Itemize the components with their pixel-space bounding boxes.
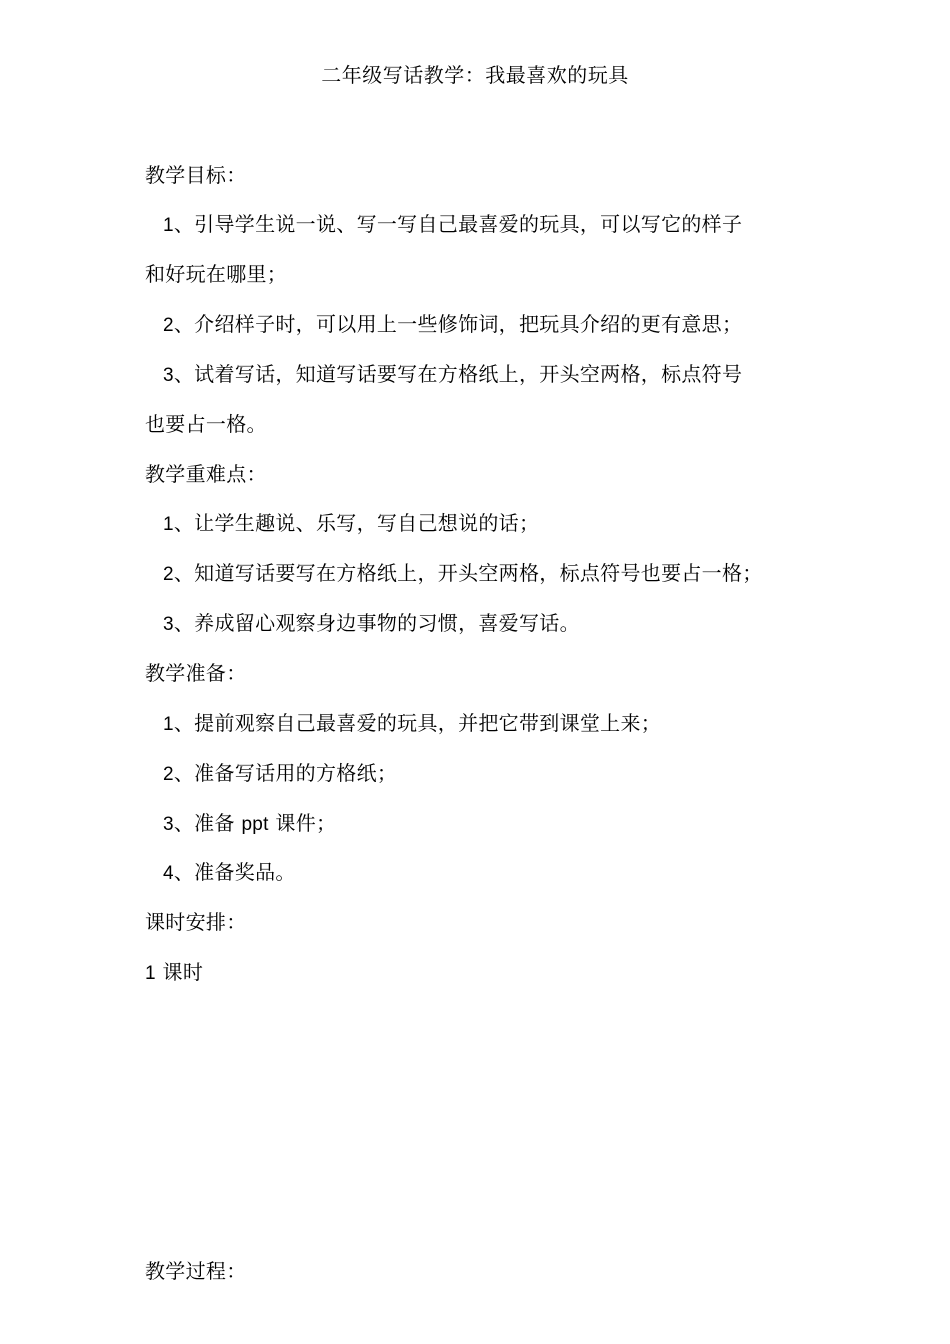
preparation-item-1-number: 1 xyxy=(163,714,174,735)
preparation-heading: 教学准备： xyxy=(145,661,247,685)
preparation-item-3 xyxy=(163,808,843,840)
preparation-item-2-number: 2 xyxy=(163,764,174,785)
key-point-item-2 xyxy=(163,558,843,590)
preparation-item-3-text-before: 、准备 xyxy=(173,811,242,835)
objectives-heading: 教学目标： xyxy=(145,163,247,187)
objective-item-1 xyxy=(163,209,843,241)
key-point-item-3-number: 3 xyxy=(163,614,174,635)
key-point-item-2-text: 、知道写话要写在方格纸上，开头空两格，标点符号也要占一格； xyxy=(173,561,763,585)
preparation-item-3-text-after: 课件； xyxy=(268,811,337,835)
document-title: 二年级写话教学：我最喜欢的玩具 xyxy=(321,63,629,87)
objective-item-3-text: 、试着写话，知道写话要写在方格纸上，开头空两格，标点符号 xyxy=(173,362,743,386)
schedule-value xyxy=(145,957,825,989)
objective-item-3-number: 3 xyxy=(163,365,174,386)
preparation-item-3-ppt: ppt xyxy=(241,814,269,835)
preparation-item-4-text: 、准备奖品。 xyxy=(173,860,296,884)
key-point-item-3 xyxy=(163,608,843,640)
schedule-heading: 课时安排： xyxy=(145,910,247,934)
objective-item-1-number: 1 xyxy=(163,215,174,236)
schedule-number: 1 xyxy=(145,963,156,984)
key-point-item-3-text: 、养成留心观察身边事物的习惯，喜爱写话。 xyxy=(173,611,580,635)
preparation-item-1-text: 、提前观察自己最喜爱的玩具，并把它带到课堂上来； xyxy=(173,711,662,735)
preparation-item-4 xyxy=(163,857,843,889)
key-points-heading: 教学重难点： xyxy=(145,462,267,486)
objective-item-2-number: 2 xyxy=(163,315,174,336)
preparation-item-1 xyxy=(163,708,843,740)
key-point-item-1-number: 1 xyxy=(163,514,174,535)
schedule-text: 课时 xyxy=(155,960,204,984)
preparation-item-3-number: 3 xyxy=(163,814,174,835)
objective-item-1-text: 、引导学生说一说、写一写自己最喜爱的玩具，可以写它的样子 xyxy=(173,212,743,236)
key-point-item-2-number: 2 xyxy=(163,564,174,585)
key-point-item-1-text: 、让学生趣说、乐写，写自己想说的话； xyxy=(173,511,540,535)
process-heading: 教学过程： xyxy=(145,1259,247,1283)
objective-item-2 xyxy=(163,309,843,341)
objective-item-3 xyxy=(163,359,843,391)
preparation-item-2-text: 、准备写话用的方格纸； xyxy=(173,761,398,785)
preparation-item-4-number: 4 xyxy=(163,863,174,884)
objective-item-1-continuation: 和好玩在哪里； xyxy=(145,262,288,286)
objective-item-2-text: 、介绍样子时，可以用上一些修饰词，把玩具介绍的更有意思； xyxy=(173,312,743,336)
key-point-item-1 xyxy=(163,508,843,540)
preparation-item-2 xyxy=(163,758,843,790)
objective-item-3-continuation: 也要占一格。 xyxy=(145,412,267,436)
